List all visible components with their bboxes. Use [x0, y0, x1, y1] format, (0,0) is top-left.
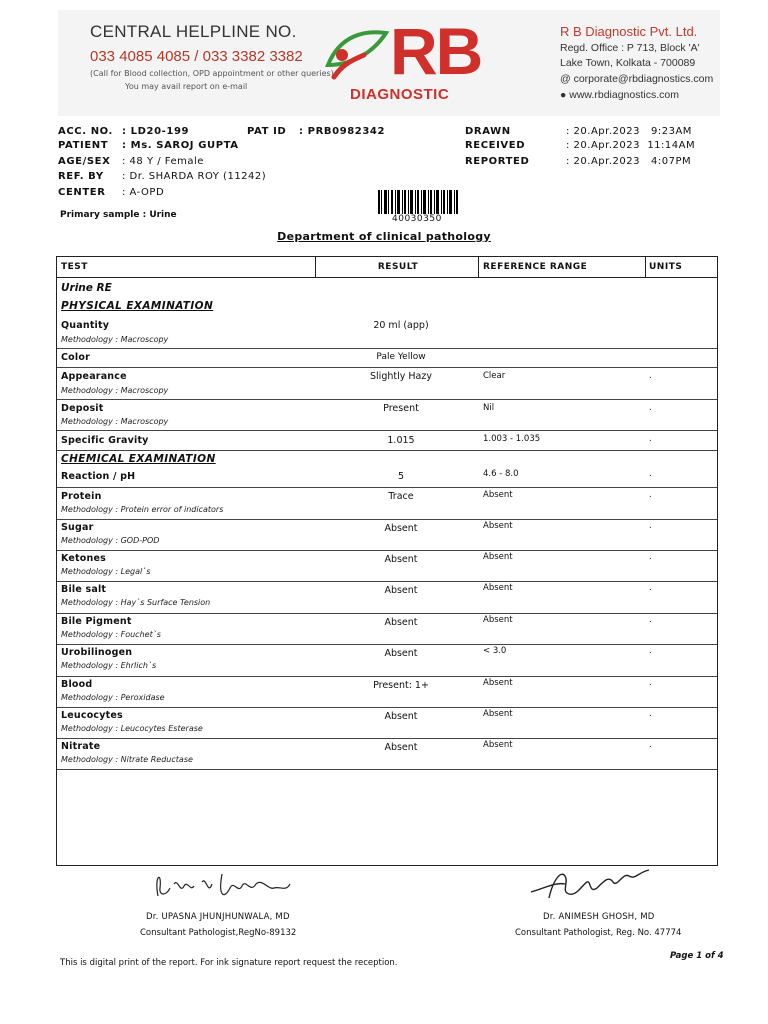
agesex-label: AGE/SEX — [58, 156, 111, 167]
test-reference: Absent — [483, 678, 513, 688]
test-name: Specific Gravity — [61, 435, 149, 446]
test-result: 1.015 — [387, 435, 415, 446]
logo-text: RB — [390, 14, 482, 88]
left-doctor-name: Dr. UPASNA JHUNJHUNWALA, MD — [146, 912, 290, 922]
refby-value: : Dr. SHARDA ROY (11242) — [122, 171, 267, 182]
test-reference: 1.003 - 1.035 — [483, 434, 541, 444]
test-result: Absent — [384, 617, 418, 628]
test-method: Methodology : GOD-POD — [61, 536, 160, 545]
header-units: UNITS — [649, 262, 683, 272]
received-value: : 20.Apr.2023 11:14AM — [566, 140, 696, 151]
test-result: Present — [383, 403, 419, 414]
test-name: Leucocytes — [61, 710, 123, 721]
section-physical: PHYSICAL EXAMINATION — [61, 300, 214, 312]
test-name: Appearance — [61, 371, 127, 382]
table-row — [57, 467, 717, 488]
helpline-title: CENTRAL HELPLINE NO. — [90, 22, 297, 41]
department-title: Department of clinical pathology — [277, 230, 491, 243]
helpline-note: (Call for Blood collection, OPD appointment or other queries) — [90, 69, 334, 78]
test-result: Pale Yellow — [376, 352, 426, 362]
left-doctor-reg: Consultant Pathologist,RegNo-89132 — [140, 928, 297, 938]
test-unit: . — [649, 521, 652, 531]
table-row — [57, 488, 717, 520]
test-name: Protein — [61, 491, 102, 502]
test-unit: . — [649, 434, 652, 444]
right-doctor-reg: Consultant Pathologist, Reg. No. 47774 — [515, 928, 682, 938]
test-method: Methodology : Ehrlich`s — [61, 661, 157, 670]
globe-icon: ● — [560, 89, 570, 101]
company-website — [560, 89, 679, 101]
drawn-label: DRAWN — [465, 126, 511, 137]
test-name: Ketones — [61, 553, 106, 564]
table-row — [57, 551, 717, 582]
patient-value: : Ms. SAROJ GUPTA — [122, 140, 239, 151]
table-row — [57, 400, 717, 431]
company-address-2: Lake Town, Kolkata - 700089 — [560, 57, 696, 69]
table-row — [57, 677, 717, 708]
test-result: Trace — [388, 491, 414, 502]
header-test: TEST — [61, 262, 88, 272]
refby-label: REF. BY — [58, 171, 104, 182]
test-result: Slightly Hazy — [370, 371, 432, 382]
test-unit: . — [649, 371, 652, 381]
test-reference: Absent — [483, 552, 513, 562]
header-result: RESULT — [377, 262, 419, 272]
header-divider — [315, 257, 316, 277]
agesex-value: : 48 Y / Female — [122, 156, 204, 167]
test-method: Methodology : Macroscopy — [61, 386, 169, 395]
company-email: @ corporate@rbdiagnostics.com — [560, 73, 714, 85]
patid-value: : PRB0982342 — [299, 126, 386, 137]
test-reference: Absent — [483, 521, 513, 531]
table-header — [57, 257, 717, 278]
test-method: Methodology : Nitrate Reductase — [61, 755, 193, 764]
test-result: Absent — [384, 648, 418, 659]
test-method: Methodology : Protein error of indicators — [61, 505, 224, 514]
signature-left — [150, 866, 300, 906]
test-name: Quantity — [61, 320, 110, 331]
right-doctor-name: Dr. ANIMESH GHOSH, MD — [543, 912, 655, 922]
reported-label: REPORTED — [465, 156, 530, 167]
test-name: Bile salt — [61, 584, 107, 595]
test-reference: 4.6 - 8.0 — [483, 469, 519, 479]
test-reference: Absent — [483, 490, 513, 500]
table-row — [57, 520, 717, 551]
logo-subtitle: DIAGNOSTIC — [350, 86, 450, 103]
test-unit: . — [649, 740, 652, 750]
table-row — [57, 708, 717, 739]
test-reference: Clear — [483, 371, 506, 381]
footer-note: This is digital print of the report. For ink signature report request the reception. — [60, 958, 398, 968]
center-value: : A-OPD — [122, 187, 165, 198]
test-unit: . — [649, 709, 652, 719]
header-divider — [645, 257, 646, 277]
test-name: Blood — [61, 679, 93, 690]
test-name: Bile Pigment — [61, 616, 132, 627]
company-address-1: Regd. Office : P 713, Block 'A' — [560, 42, 700, 54]
test-result: 5 — [397, 471, 405, 482]
test-unit: . — [649, 552, 652, 562]
test-method: Methodology : Hay`s Surface Tension — [61, 598, 211, 607]
test-result: Present: 1+ — [373, 680, 429, 691]
test-unit: . — [649, 490, 652, 500]
results-table — [56, 256, 718, 866]
test-name: Color — [61, 352, 90, 363]
test-method: Methodology : Leucocytes Esterase — [61, 724, 203, 733]
test-unit: . — [649, 646, 652, 656]
table-row — [57, 349, 717, 368]
table-row — [57, 614, 717, 645]
helpline-numbers: 033 4085 4085 / 033 3382 3382 — [90, 48, 303, 65]
test-reference: Absent — [483, 583, 513, 593]
barcode-icon — [378, 190, 458, 214]
company-website-text: www.rbdiagnostics.com — [569, 89, 679, 101]
patient-label: PATIENT — [58, 140, 109, 151]
barcode-number: 40030350 — [392, 214, 442, 224]
logo-leaf-icon — [320, 25, 390, 85]
primary-sample: Primary sample : Urine — [60, 210, 177, 220]
test-result: Absent — [384, 711, 418, 722]
test-result: 20 ml (app) — [373, 320, 429, 331]
test-method: Methodology : Legal`s — [61, 567, 151, 576]
table-row — [57, 739, 717, 770]
table-row — [57, 315, 717, 349]
table-row — [57, 431, 717, 451]
test-reference: Absent — [483, 709, 513, 719]
acc-value: : LD20-199 — [122, 126, 190, 137]
test-unit: . — [649, 403, 652, 413]
group-title: Urine RE — [61, 282, 112, 294]
test-method: Methodology : Macroscopy — [61, 417, 169, 426]
test-name: Sugar — [61, 522, 94, 533]
test-reference: Absent — [483, 615, 513, 625]
test-result: Absent — [384, 554, 418, 565]
test-name: Reaction / pH — [61, 471, 136, 482]
header-divider — [478, 257, 479, 277]
table-row — [57, 368, 717, 400]
test-name: Urobilinogen — [61, 647, 133, 658]
signature-right — [525, 862, 655, 906]
section-chemical: CHEMICAL EXAMINATION — [61, 453, 216, 465]
table-row — [57, 645, 717, 677]
reported-value: : 20.Apr.2023 4:07PM — [566, 156, 692, 167]
test-unit: . — [649, 583, 652, 593]
acc-label: ACC. NO. — [58, 126, 113, 137]
test-result: Absent — [384, 742, 418, 753]
test-result: Absent — [384, 585, 418, 596]
test-name: Deposit — [61, 403, 104, 414]
company-name: R B Diagnostic Pvt. Ltd. — [560, 24, 698, 39]
test-method: Methodology : Macroscopy — [61, 335, 169, 344]
header-reference: REFERENCE RANGE — [483, 262, 588, 272]
received-label: RECEIVED — [465, 140, 526, 151]
test-reference: < 3.0 — [483, 646, 507, 656]
test-reference: Absent — [483, 740, 513, 750]
test-result: Absent — [384, 523, 418, 534]
test-unit: . — [649, 469, 652, 479]
page-number: Page 1 of 4 — [670, 951, 724, 961]
test-unit: . — [649, 615, 652, 625]
test-unit: . — [649, 678, 652, 688]
center-label: CENTER — [58, 187, 106, 198]
helpline-note-email: You may avail report on e-mail — [125, 82, 248, 91]
table-row — [57, 582, 717, 614]
test-method: Methodology : Peroxidase — [61, 693, 165, 702]
test-reference: Nil — [483, 403, 495, 413]
patid-label: PAT ID — [247, 126, 287, 137]
drawn-value: : 20.Apr.2023 9:23AM — [566, 126, 692, 137]
test-method: Methodology : Fouchet`s — [61, 630, 161, 639]
test-name: Nitrate — [61, 741, 101, 752]
